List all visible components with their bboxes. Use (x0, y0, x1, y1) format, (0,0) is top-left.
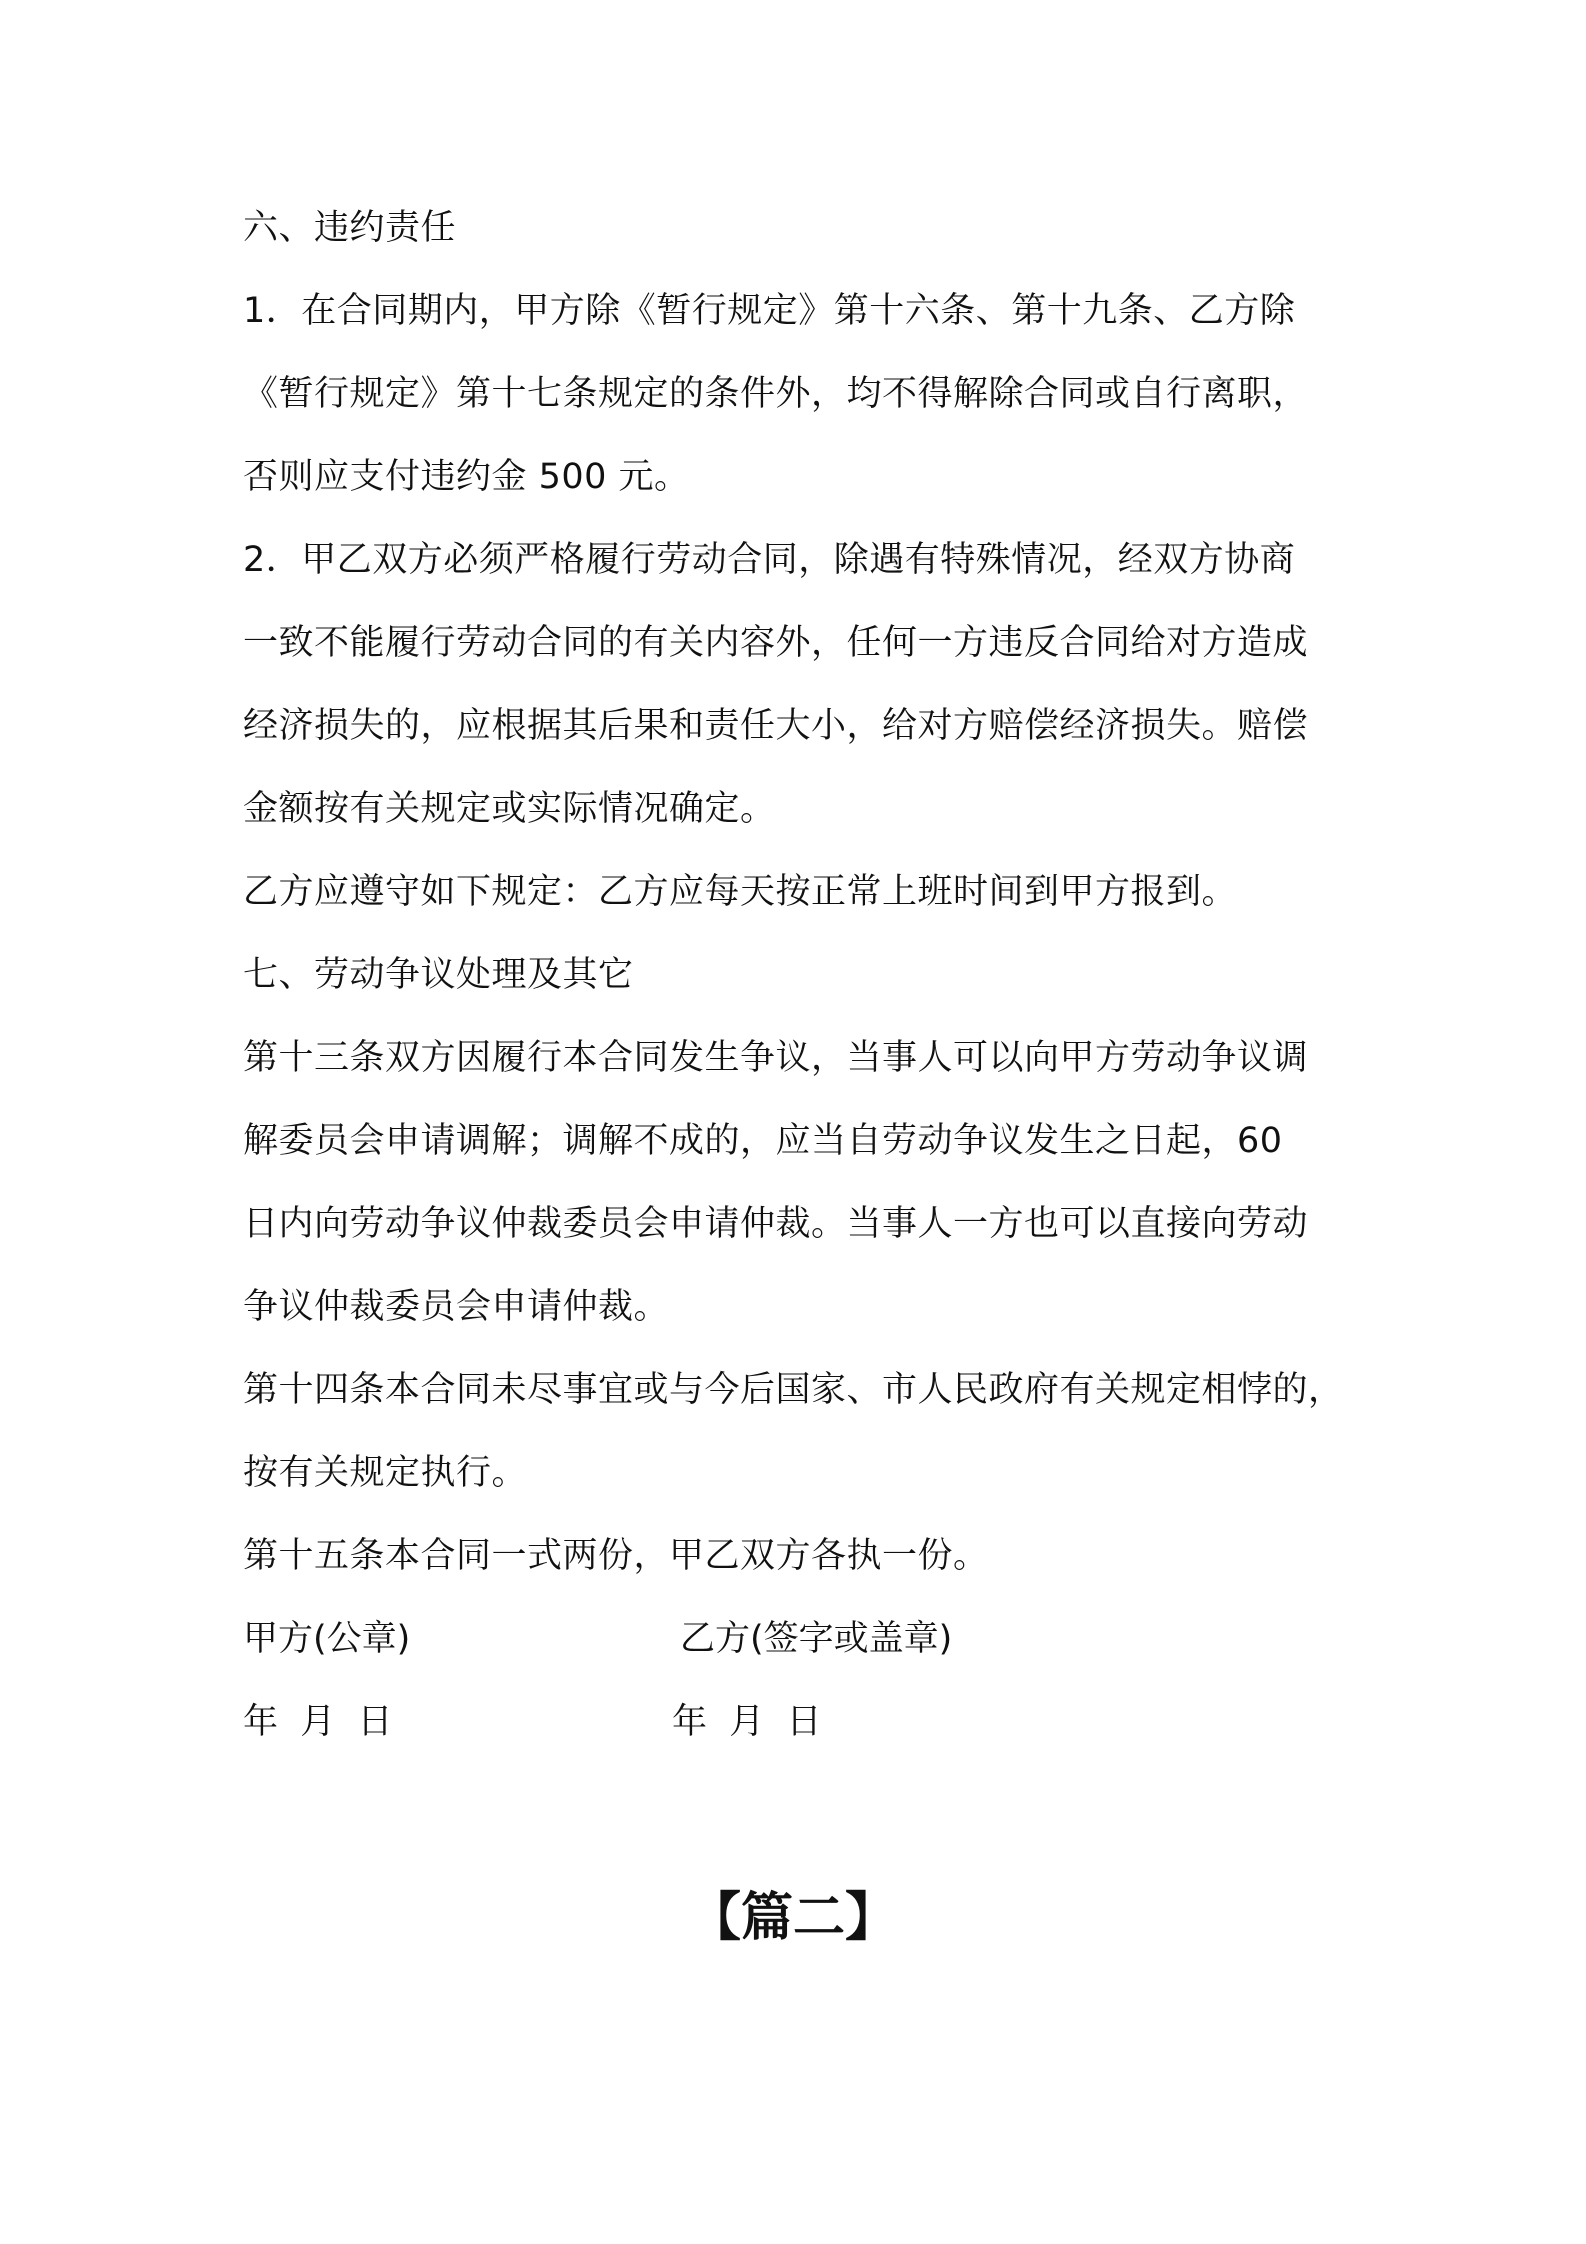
section-heading-breach: 六、违约责任 (243, 208, 457, 248)
paragraph-line: 2．甲乙双方必须严格履行劳动合同，除遇有特殊情况，经双方协商 (243, 540, 1296, 580)
next-section-title: 【篇二】 (688, 1888, 897, 1948)
paragraph-line: 金额按有关规定或实际情况确定。 (243, 789, 776, 829)
party-b-date-label: 年 月 日 (672, 1702, 822, 1742)
party-a-date-label: 年 月 日 (243, 1702, 393, 1742)
paragraph-line: 乙方应遵守如下规定：乙方应每天按正常上班时间到甲方报到。 (243, 872, 1238, 912)
paragraph-line: 1．在合同期内，甲方除《暂行规定》第十六条、第十九条、乙方除 (243, 291, 1296, 331)
paragraph-line: 否则应支付违约金 500 元。 (243, 457, 690, 497)
paragraph-line: 日内向劳动争议仲裁委员会申请仲裁。当事人一方也可以直接向劳动 (243, 1204, 1309, 1244)
party-b-signature-label: 乙方(签字或盖章) (680, 1619, 953, 1659)
paragraph-line: 按有关规定执行。 (243, 1453, 528, 1493)
party-a-seal-label: 甲方(公章) (243, 1619, 411, 1659)
section-heading-disputes: 七、劳动争议处理及其它 (243, 955, 634, 995)
paragraph-line: 第十五条本合同一式两份，甲乙双方各执一份。 (243, 1536, 989, 1576)
paragraph-line: 《暂行规定》第十七条规定的条件外，均不得解除合同或自行离职， (243, 374, 1309, 414)
paragraph-line: 争议仲裁委员会申请仲裁。 (243, 1287, 670, 1327)
paragraph-line: 解委员会申请调解；调解不成的，应当自劳动争议发生之日起，60 (243, 1121, 1283, 1161)
paragraph-line: 经济损失的，应根据其后果和责任大小，给对方赔偿经济损失。赔偿 (243, 706, 1309, 746)
paragraph-line: 一致不能履行劳动合同的有关内容外，任何一方违反合同给对方造成 (243, 623, 1309, 663)
paragraph-line: 第十四条本合同未尽事宜或与今后国家、市人民政府有关规定相悖的， (243, 1370, 1344, 1410)
paragraph-line: 第十三条双方因履行本合同发生争议，当事人可以向甲方劳动争议调 (243, 1038, 1309, 1078)
